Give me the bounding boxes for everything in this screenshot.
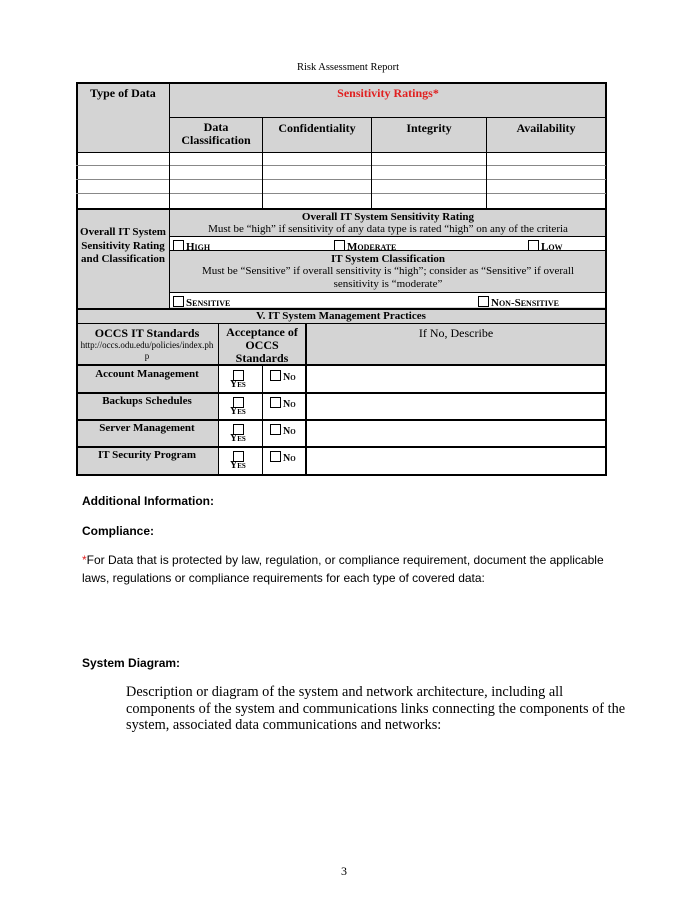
yes-label: Yes (230, 406, 246, 417)
col-confidentiality: Confidentiality (278, 121, 356, 135)
compliance-text (82, 551, 604, 587)
practice-label: IT Security Program (98, 449, 196, 461)
describe-field[interactable] (308, 421, 604, 445)
col-integrity: Integrity (406, 121, 452, 135)
diagram-text-line3: system, associated data communications and networks: (126, 717, 442, 733)
overall-label: Overall IT System Sensitivity Rating and Classification (80, 226, 166, 265)
no-checkbox[interactable] (270, 424, 281, 435)
diagram-text-line1: Description or diagram of the system and network architecture, including all (126, 684, 564, 700)
yes-label: Yes (230, 460, 246, 471)
standards-title: OCCS IT Standards (94, 326, 200, 340)
describe-field[interactable] (308, 394, 604, 418)
sensitive-checkbox[interactable] (173, 296, 184, 307)
if-no-describe: If No, Describe (418, 326, 494, 340)
practice-label: Account Management (95, 368, 199, 380)
classification-note: Must be “Sensitive” if overall sensitivity is “high”; consider as “Sensitive” if overall sensitivity is “moderate” (201, 265, 575, 290)
acceptance-title: Acceptance of OCCS Standards (226, 325, 298, 365)
practice-label: Server Management (99, 422, 195, 434)
high-checkbox[interactable] (173, 240, 184, 251)
no-option[interactable] (270, 448, 296, 466)
page-number: 3 (341, 864, 347, 878)
standards-url[interactable]: http://occs.odu.edu/policies/index.php (80, 340, 214, 361)
no-option[interactable] (270, 394, 296, 412)
additional-info-heading: Additional Information: (82, 494, 214, 508)
no-option[interactable] (270, 421, 296, 439)
diagram-text-line2: components of the system and communications links connecting the components of the (126, 700, 626, 717)
describe-field[interactable] (308, 367, 604, 391)
practice-label: Backups Schedules (102, 395, 192, 407)
moderate-checkbox[interactable] (334, 240, 345, 251)
no-checkbox[interactable] (270, 397, 281, 408)
no-checkbox[interactable] (270, 451, 281, 462)
low-label: Low (541, 241, 563, 253)
no-label: No (283, 426, 296, 437)
compliance-star: * (82, 553, 87, 567)
non-sensitive-checkbox[interactable] (478, 296, 489, 307)
no-label: No (283, 399, 296, 410)
section-title: V. IT System Management Practices (256, 310, 426, 322)
no-option[interactable] (270, 367, 296, 385)
diagram-description (126, 684, 625, 734)
low-checkbox[interactable] (528, 240, 539, 251)
col-data-classification: Data Classification (181, 120, 251, 147)
page-header: Risk Assessment Report (296, 62, 400, 73)
no-label: No (283, 372, 296, 383)
type-of-data-label: Type of Data (90, 86, 156, 100)
compliance-text-line2: laws, regulations or compliance requirements for each type of covered data: (82, 571, 485, 585)
sensitivity-ratings-label: Sensitivity Ratings* (337, 86, 439, 100)
classification-title: IT System Classification (330, 253, 446, 265)
system-diagram-heading: System Diagram: (82, 656, 181, 670)
compliance-heading: Compliance: (82, 524, 155, 538)
describe-field[interactable] (308, 448, 604, 472)
no-label: No (283, 453, 296, 464)
no-checkbox[interactable] (270, 370, 281, 381)
col-availability: Availability (516, 121, 576, 135)
yes-label: Yes (230, 433, 246, 444)
compliance-text-line1: For Data that is protected by law, regulation, or compliance requirement, document the applicable (86, 553, 604, 567)
high-label: High (186, 241, 211, 253)
overall-rating-title: Overall IT System Sensitivity Rating (301, 211, 475, 223)
overall-rating-note: Must be “high” if sensitivity of any data type is rated “high” on any of the criteria (208, 223, 568, 235)
yes-label: Yes (230, 379, 246, 390)
non-sensitive-label: Non-Sensitive (491, 297, 559, 309)
moderate-label: Moderate (347, 241, 397, 253)
sensitive-label: Sensitive (186, 297, 231, 309)
